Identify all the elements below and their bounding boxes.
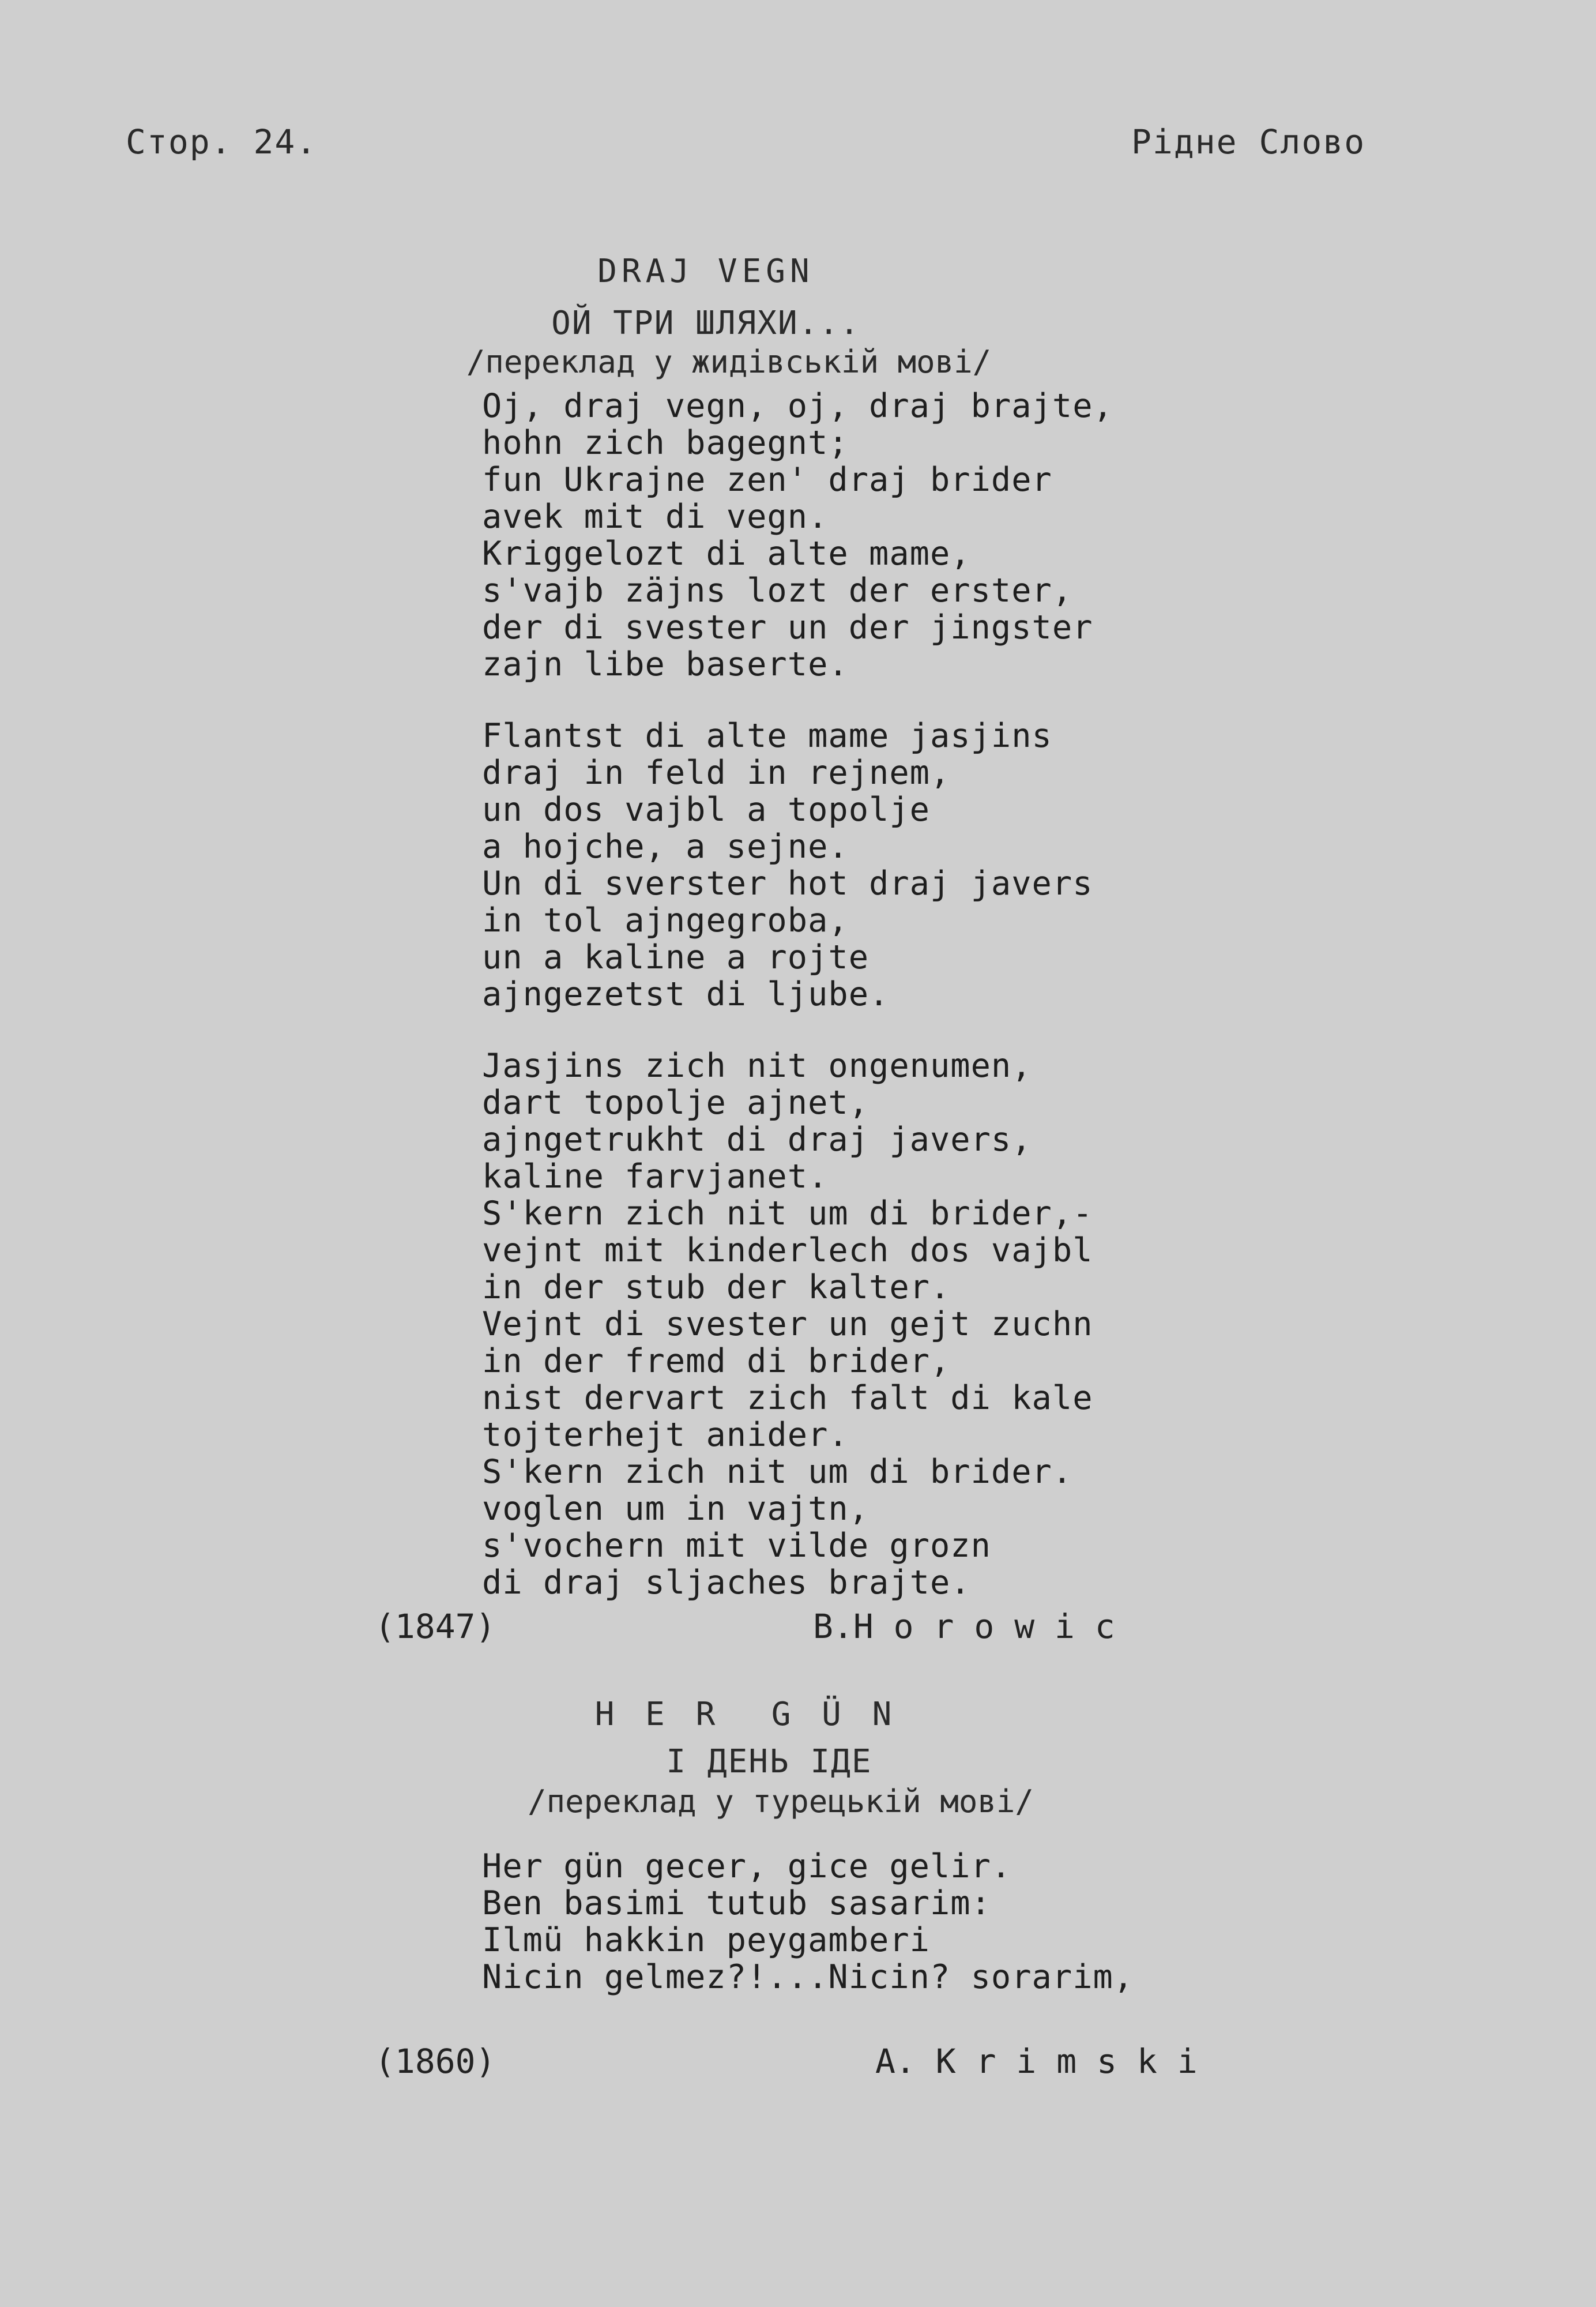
poem-line: draj in feld in rejnem, — [482, 754, 951, 792]
poem-line: Vejnt di svester un gejt zuchn — [482, 1305, 1093, 1343]
poem-line: vejnt mit kinderlech dos vajbl — [482, 1231, 1093, 1269]
poem-line: di draj sljaches brajte. — [482, 1564, 971, 1602]
poem-line: un dos vajbl a topolje — [482, 791, 930, 829]
poem-line: in der stub der kalter. — [482, 1268, 951, 1306]
poem1-stanza-1 — [482, 388, 1113, 683]
poem1-stanza-2 — [482, 717, 1113, 1013]
poem-line: zajn libe baserte. — [482, 645, 849, 683]
poem-line: fun Ukrajne zen' draj brider — [482, 461, 1052, 499]
poem1-author: B.H o r o w i c — [813, 1607, 1115, 1646]
poem-line: Kriggelozt di alte mame, — [482, 535, 971, 573]
publication-title: Рідне Слово — [1131, 122, 1366, 161]
poem1-subtitle: /переклад у жидівськiй мові/ — [466, 344, 992, 380]
poem-line: ajngetrukht di draj javers, — [482, 1121, 1032, 1159]
poem2-body — [482, 1848, 1134, 1996]
poem-line: Flantst di alte mame jasjins — [482, 717, 1052, 755]
poem-line: un a kaline a rojte — [482, 938, 869, 976]
poem-line: hohn zich bagegnt; — [482, 424, 849, 462]
poem1-body — [482, 388, 1113, 1636]
poem1-title-ukrainian: ОЙ ТРИ ШЛЯХИ... — [551, 305, 860, 342]
poem-line: Ilmü hakkin peygamberi — [482, 1921, 930, 1959]
poem2-title-latin: H E R G Ü N — [594, 1696, 898, 1733]
poem-line: avek mit di vegn. — [482, 498, 829, 536]
poem1-year: (1847) — [375, 1607, 496, 1646]
poem-line: voglen um in vajtn, — [482, 1490, 869, 1528]
poem2-year: (1860) — [375, 2042, 496, 2081]
poem-line: S'kern zich nit um di brider,- — [482, 1194, 1093, 1233]
poem2-subtitle: /переклад у турецькiй мові/ — [528, 1783, 1034, 1820]
poem-line: S'kern zich nit um di brider. — [482, 1453, 1073, 1491]
page-number: Стор. 24. — [126, 122, 318, 161]
poem-line: s'vochern mit vilde grozn — [482, 1527, 991, 1565]
poem-line: Oj, draj vegn, oj, draj brajte, — [482, 387, 1113, 425]
poem-line: Jasjins zich nit ongenumen, — [482, 1047, 1032, 1085]
poem-line: Ben basimi tutub sasarim: — [482, 1884, 991, 1922]
poem-line: nist dervart zich falt di kale — [482, 1379, 1093, 1417]
poem2-title-ukrainian: І ДЕНЬ ІДЕ — [666, 1743, 872, 1780]
poem-line: s'vajb zäjns lozt der erster, — [482, 572, 1073, 610]
poem-line: Nicin gelmez?!...Nicin? sorarim, — [482, 1958, 1134, 1996]
poem-line: in tol ajngegroba, — [482, 901, 849, 940]
poem-line: der di svester un der jingster — [482, 608, 1093, 647]
poem-line: dart topolje ajnet, — [482, 1084, 869, 1122]
poem2-author: A. K r i m s k i — [875, 2042, 1198, 2081]
poem-line: Her gün gecer, gice gelir. — [482, 1847, 1012, 1885]
poem-line: ajngezetst di ljube. — [482, 975, 890, 1013]
poem1-stanza-3 — [482, 1047, 1113, 1601]
poem1-title-latin: DRAJ VEGN — [597, 253, 814, 290]
poem-line: tojterhejt anider. — [482, 1416, 849, 1454]
poem-line: a hojche, a sejne. — [482, 828, 849, 866]
poem-line: in der fremd di brider, — [482, 1342, 951, 1380]
poem-line: kaline farvjanet. — [482, 1158, 829, 1196]
poem-line: Un di sverster hot draj javers — [482, 865, 1093, 903]
